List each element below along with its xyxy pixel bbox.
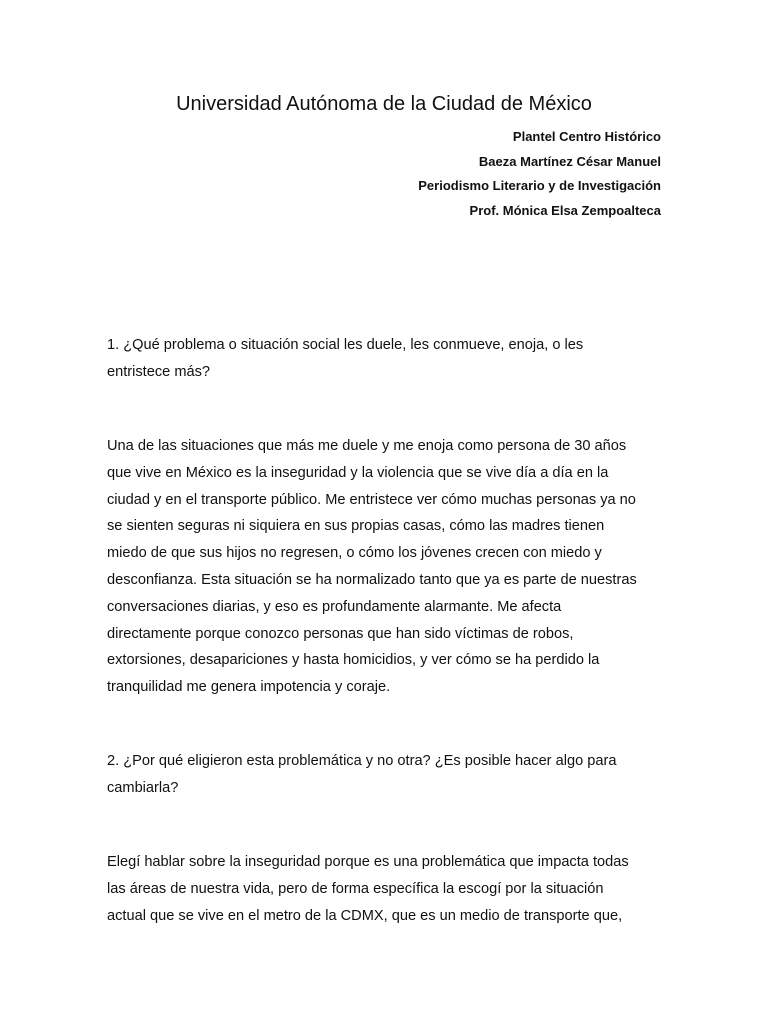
- answer-1-line: conversaciones diarias, y eso es profundamente alarmante. Me afecta: [107, 598, 562, 615]
- question-1: [107, 332, 667, 386]
- question-1-line: entristece más?: [107, 363, 211, 380]
- answer-1-line: directamente porque conozco personas que han sido víctimas de robos,: [107, 625, 574, 642]
- answer-1-line: extorsiones, desapariciones y hasta homicidios, y ver cómo se ha perdido la: [107, 652, 600, 669]
- professor-line: Prof. Mónica Elsa Zempoalteca: [469, 202, 661, 218]
- author-name-line: Baeza Martínez César Manuel: [478, 153, 661, 169]
- question-2: [107, 748, 667, 802]
- answer-2: [107, 849, 667, 929]
- answer-1-line: tranquilidad me genera impotencia y coraje.: [107, 679, 391, 696]
- answer-1-line: se sienten seguras ni siquiera en sus propias casas, cómo las madres tienen: [107, 518, 605, 535]
- course-line: Periodismo Literario y de Investigación: [418, 178, 661, 193]
- answer-1-line: miedo de que sus hijos no regresen, o cómo los jóvenes crecen con miedo y: [107, 545, 602, 562]
- document-title: Universidad Autónoma de la Ciudad de México: [176, 93, 592, 115]
- answer-2-line: las áreas de nuestra vida, pero de forma específica la escogí por la situación: [107, 880, 604, 897]
- answer-1-line: que vive en México es la inseguridad y la violencia que se vive día a día en la: [107, 464, 609, 481]
- answer-2-line: actual que se vive en el metro de la CDMX, que es un medio de transporte que,: [107, 907, 623, 924]
- question-2-line: cambiarla?: [107, 779, 179, 796]
- answer-1-line: Una de las situaciones que más me duele y me enoja como persona de 30 años: [107, 438, 627, 454]
- author-info-block: [418, 125, 661, 223]
- campus-line: Plantel Centro Histórico: [512, 129, 661, 144]
- question-1-line: 1. ¿Qué problema o situación social les duele, les conmueve, enoja, o les: [107, 337, 584, 353]
- question-2-line: 2. ¿Por qué eligieron esta problemática y no otra? ¿Es posible hacer algo para: [107, 753, 617, 769]
- answer-2-line: Elegí hablar sobre la inseguridad porque es una problemática que impacta todas: [107, 854, 629, 870]
- answer-1-line: desconfianza. Esta situación se ha normalizado tanto que ya es parte de nuestras: [107, 571, 637, 588]
- answer-1-line: ciudad y en el transporte público. Me entristece ver cómo muchas personas ya no: [107, 491, 636, 508]
- answer-1: [107, 433, 667, 701]
